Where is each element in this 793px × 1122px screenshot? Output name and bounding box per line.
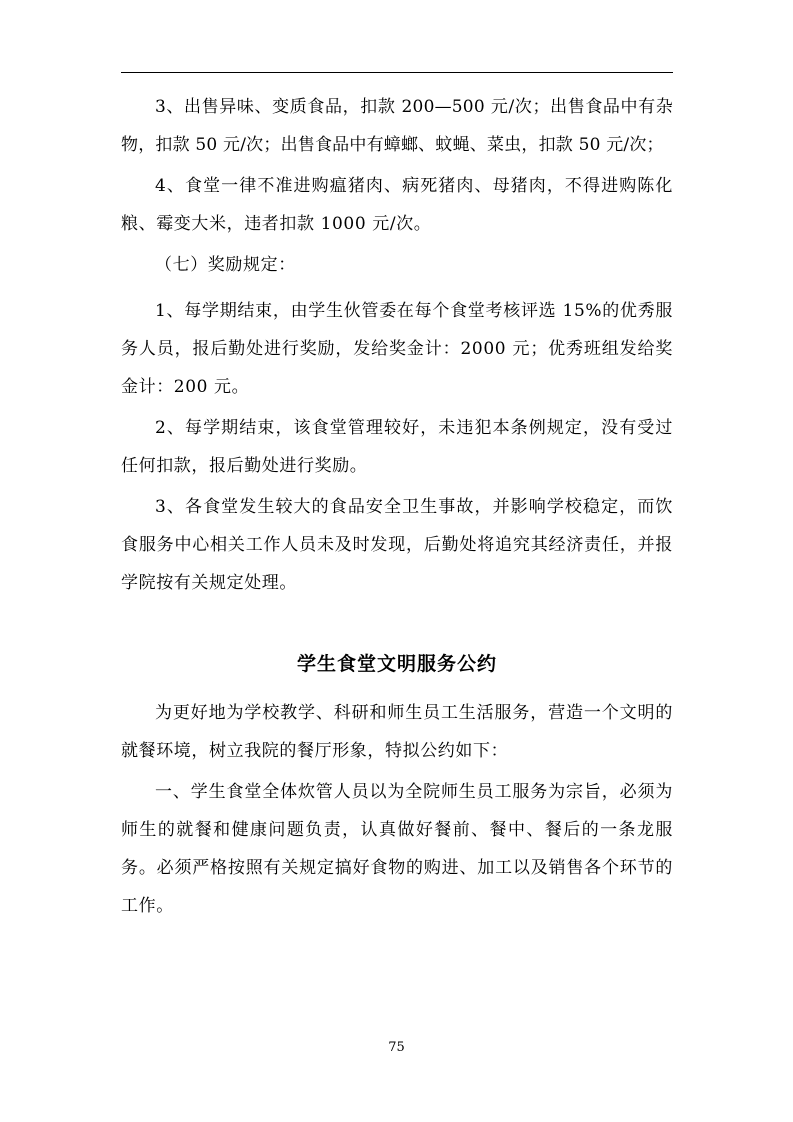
paragraph-penalty-4: 4、食堂一律不准进购瘟猪肉、病死猪肉、母猪肉，不得进购陈化粮、霉变大米，违者扣款 1000 元/次。 [121, 176, 673, 234]
paragraph-reward-2: 2、每学期结束，该食堂管理较好，未违犯本条例规定，没有受过任何扣款，报后勤处进行奖励。 [121, 418, 673, 476]
header-rule [121, 72, 673, 73]
paragraph-reward-heading: （七）奖励规定： [155, 255, 296, 275]
section-title: 学生食堂文明服务公约 [296, 653, 497, 675]
paragraph-penalty-3: 3、出售异味、变质食品，扣款 200—500 元/次；出售食品中有杂物，扣款 50 元/次；出售食品中有蟑螂、蚊蝇、菜虫，扣款 50 元/次； [121, 97, 673, 155]
paragraph-reward-3: 3、各食堂发生较大的食品安全卫生事故，并影响学校稳定，而饮食服务中心相关工作人员未及时发现，后勤处将追究其经济责任，并报学院按有关规定处理。 [121, 497, 673, 593]
paragraph-convention-1: 一、学生食堂全体炊管人员以为全院师生员工服务为宗旨，必须为师生的就餐和健康问题负责，认真做好餐前、餐中、餐后的一条龙服务。必须严格按照有关规定搞好食物的购进、加工以及销售各个环节的工作。 [121, 782, 673, 916]
page-number: 75 [388, 1040, 405, 1055]
paragraph-convention-intro: 为更好地为学校教学、科研和师生员工生活服务，营造一个文明的就餐环境，树立我院的餐厅形象，特拟公约如下： [121, 703, 673, 761]
paragraph-reward-1: 1、每学期结束，由学生伙管委在每个食堂考核评选 15%的优秀服务人员，报后勤处进行奖励，发给奖金计：2000 元；优秀班组发给奖金计：200 元。 [121, 301, 673, 397]
page-content [121, 88, 673, 928]
